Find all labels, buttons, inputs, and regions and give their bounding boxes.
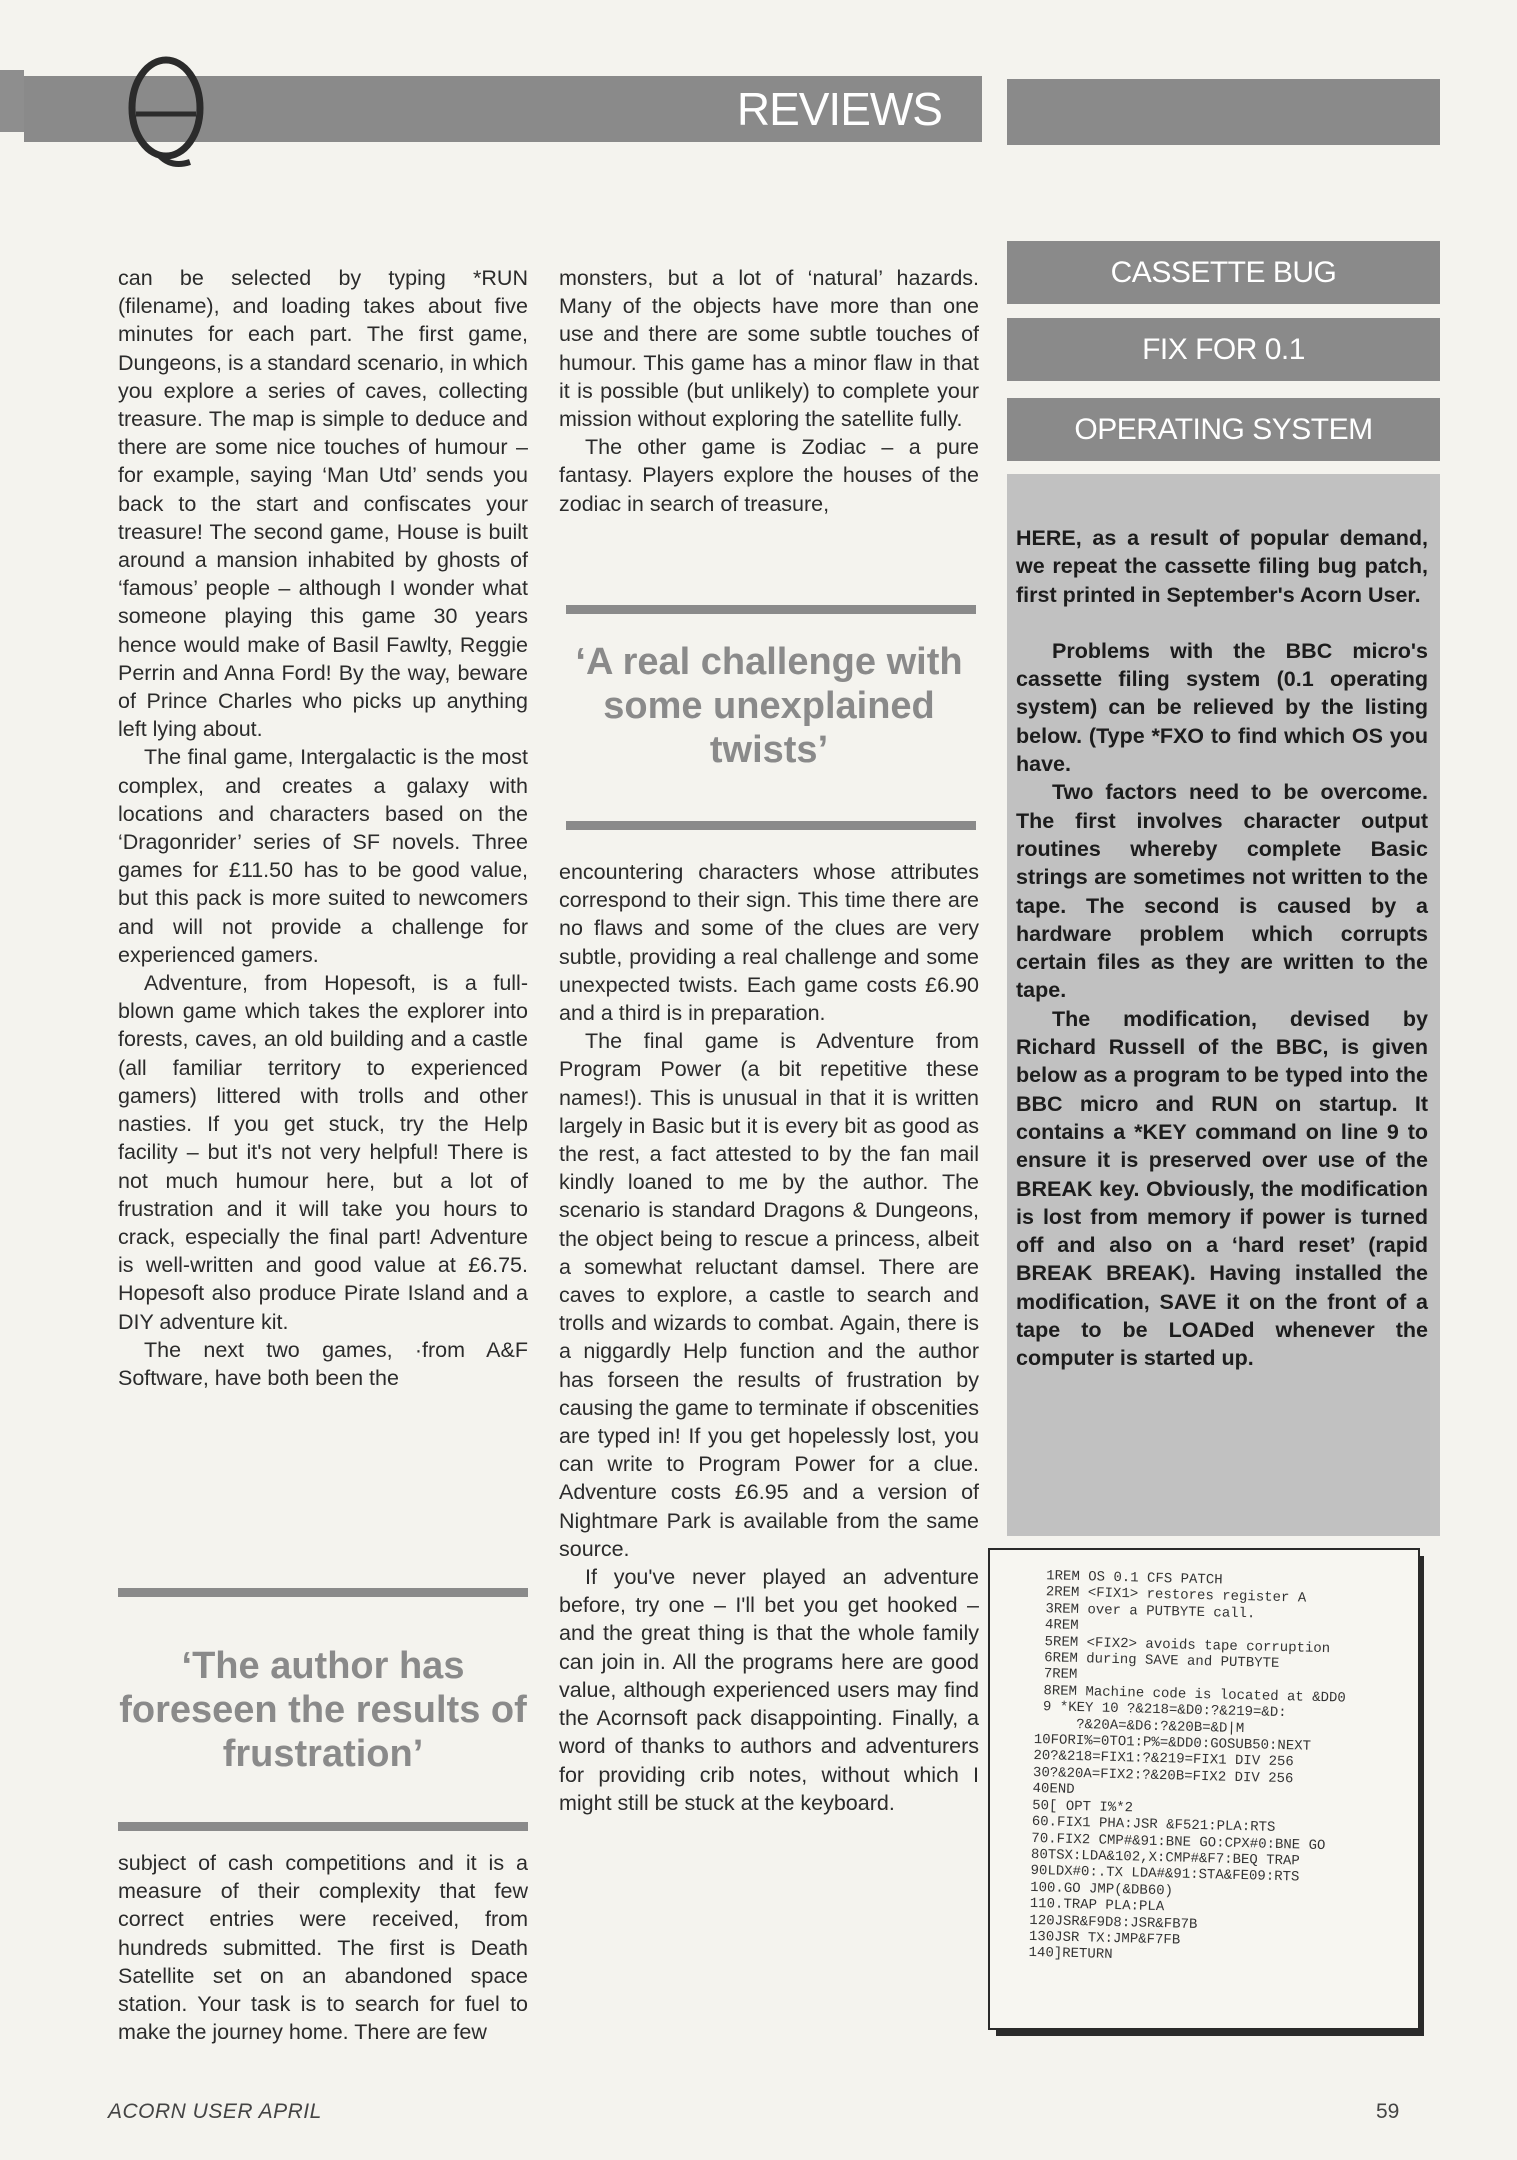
sidebar-text: [1016, 524, 1428, 1373]
pullquote-rule-top: [118, 1588, 528, 1597]
footer-magazine: ACORN USER APRIL: [108, 2100, 322, 2123]
sidebar-intro: HERE, as a result of popular demand, we repeat the cassette filing bug patch, first printed in September's Acorn User.: [1016, 526, 1428, 607]
paragraph: Adventure, from Hopesoft, is a full-blown game which takes the explorer into forests, caves, an old building and a castle (all familiar territory to experienced gamers) littered with trolls and other nasties. If you get stuck, try the Help facility – but it's not very helpful! There is not much humour here, but a lot of frustration and it will take you hours to crack, especially the final part! Adventure is well-written and good value at £6.75. Hopesoft also produce Pirate Island and a DIY adventure kit.: [118, 971, 528, 1334]
sidebar-banner-cassette-bug: CASSETTE BUG: [1007, 241, 1440, 304]
paragraph: The final game is Adventure from Program Power (a bit repetitive these names!). This is unusual in that it is written largely in Basic but it is every bit as good as the rest, a fact attested to by the fan mail kindly loaned to me by the author. The scenario is standard Dragons & Dungeons, the object being to rescue a princess, albeit a somewhat reluctant damsel. There are caves to explore, a castle to search and trolls and wizards to combat. Again, there is a niggardly Help function and the author has forseen the results of frustration by causing the game to terminate if obscenities are typed in! If you get hopelessly lost, you can write to Program Power for a clue. Adventure costs £6.95 and a version of Nightmare Park is available from the same source.: [559, 1029, 979, 1561]
code-listing: 1REM OS 0.1 CFS PATCH 2REM <FIX1> restores register A 3REM over a PUTBYTE call. 4REM 5REM <FIX2> avoids tape corruption 6REM during SAVE and PUTBYTE 7REM 8REM Machine code is located at &DD0 9 *KEY 10 ?&218=&D0:?&219=&D: ?&20A=&D6:?&20B=&D|M 10FORI%=0TO1:P%=&DD0:GOSUB50:NEXT 20?&218=FIX1:?&219=FIX1 DIV 256 30?&20A=FIX2:?&20B=FIX2 DIV 256 40END 50[ OPT I%*2 60.FIX1 PHA:JSR &F521:PLA:RTS 70.FIX2 CMP#&91:BNE GO:CPX#0:BNE GO 80TSX:LDA&102,X:CMP#&F7:BEQ TRAP 90LDX#0:.TX LDA#&91:STA&FE09:RTS 100.GO JMP(&DB60) 110.TRAP PLA:PLA 120JSR&F9D8:JSR&FB7B 130JSR TX:JMP&F7FB 140]RETURN: [1028, 1568, 1346, 1964]
paragraph: can be selected by typing *RUN (filename), and loading takes about five minutes for each part. The first game, Dungeons, is a standard scenario, in which you explore a series of caves, collecting treasure. The map is simple to deduce and there are some nice touches of humour – for example, saying ‘Man Utd’ sends you back to the start and confiscates your treasure! The second game, House is built around a mansion inhabited by ghosts of ‘famous’ people – although I wonder what someone playing this game 30 years hence would make of Basil Fawlty, Reggie Perrin and Anna Ford! By the way, beware of Prince Charles who picks up anything left lying about.: [118, 266, 528, 742]
header-band-right: [1007, 79, 1440, 145]
pullquote-rule-bottom: [566, 821, 976, 830]
sidebar-paragraph: Problems with the BBC micro's cassette filing system (0.1 operating system) can be relieved by the listing below. (Type *FXO to find which OS you have.: [1016, 638, 1428, 777]
sidebar-paragraph: The modification, devised by Richard Russell of the BBC, is given below as a program to be typed into the BBC micro and RUN on startup. It contains a *KEY command on line 9 to ensure it is preserved over use of the BREAK key. Obviously, the modification is lost from memory if power is turned off and also on a ‘hard reset’ (rapid BREAK BREAK). Having installed the modification, SAVE it on the front of a tape to be LOADed whenever the computer is started up.: [1016, 1006, 1428, 1371]
paragraph: encountering characters whose attributes correspond to their sign. This time there are no flaws and some of the clues are very subtle, providing a real challenge and some unexpected twists. Each game costs £6.90 and a third is in preparation.: [559, 860, 979, 1026]
article-column-2-bottom: [559, 858, 979, 1817]
article-column-2-top: [559, 264, 979, 518]
paragraph: The final game, Intergalactic is the most complex, and creates a galaxy with locations and characters based on the ‘Dragonrider’ series of SF novels. Three games for £11.50 has to be good value, but this pack is more suited to newcomers and will not provide a challenge for experienced gamers.: [118, 745, 528, 967]
section-title: REVIEWS: [736, 83, 942, 135]
pullquote-rule-top: [566, 605, 976, 614]
q-logo-icon: [116, 48, 216, 168]
sidebar-banner-fix: FIX FOR 0.1: [1007, 318, 1440, 381]
sidebar-paragraph: Two factors need to be overcome. The first involves character output routines whereby complete Basic strings are sometimes not written to the tape. The second is caused by a hardware problem which corrupts certain files as they are written to the tape.: [1016, 780, 1428, 1003]
pullquote-challenge: ‘A real challenge with some unexplained twists’: [575, 641, 963, 771]
article-column-1: [118, 264, 528, 1392]
sidebar-banner-os: OPERATING SYSTEM: [1007, 398, 1440, 461]
page-number: 59: [1376, 2100, 1400, 2123]
pullquote-rule-bottom: [118, 1822, 528, 1831]
paragraph: subject of cash competitions and it is a measure of their complexity that few correct entries were received, from hundreds submitted. The first is Death Satellite set on an abandoned space station. Your task is to search for fuel to make the journey home. There are few: [118, 1851, 528, 2045]
paragraph: monsters, but a lot of ‘natural’ hazards. Many of the objects have more than one use and there are some subtle touches of humour. This game has a minor flaw in that it is possible (but unlikely) to complete your mission without exploring the satellite fully.: [559, 266, 979, 432]
article-column-1-bottom: [118, 1849, 528, 2046]
paragraph: If you've never played an adventure before, try one – I'll bet you get hooked – and the great thing is that the whole family can join in. All the programs here are good value, although experienced users may find the Acornsoft pack disappointing. Finally, a word of thanks to authors and adventurers for providing crib notes, without which I might still be stuck at the keyboard.: [559, 1565, 979, 1815]
paragraph: The next two games, ·from A&F Software, have both been the: [118, 1337, 528, 1390]
pullquote-author: ‘The author has foreseen the results of frustration’: [119, 1645, 527, 1775]
page-edge-bar: [0, 70, 24, 132]
paragraph: The other game is Zodiac – a pure fantasy. Players explore the houses of the zodiac in search of treasure,: [559, 435, 979, 516]
